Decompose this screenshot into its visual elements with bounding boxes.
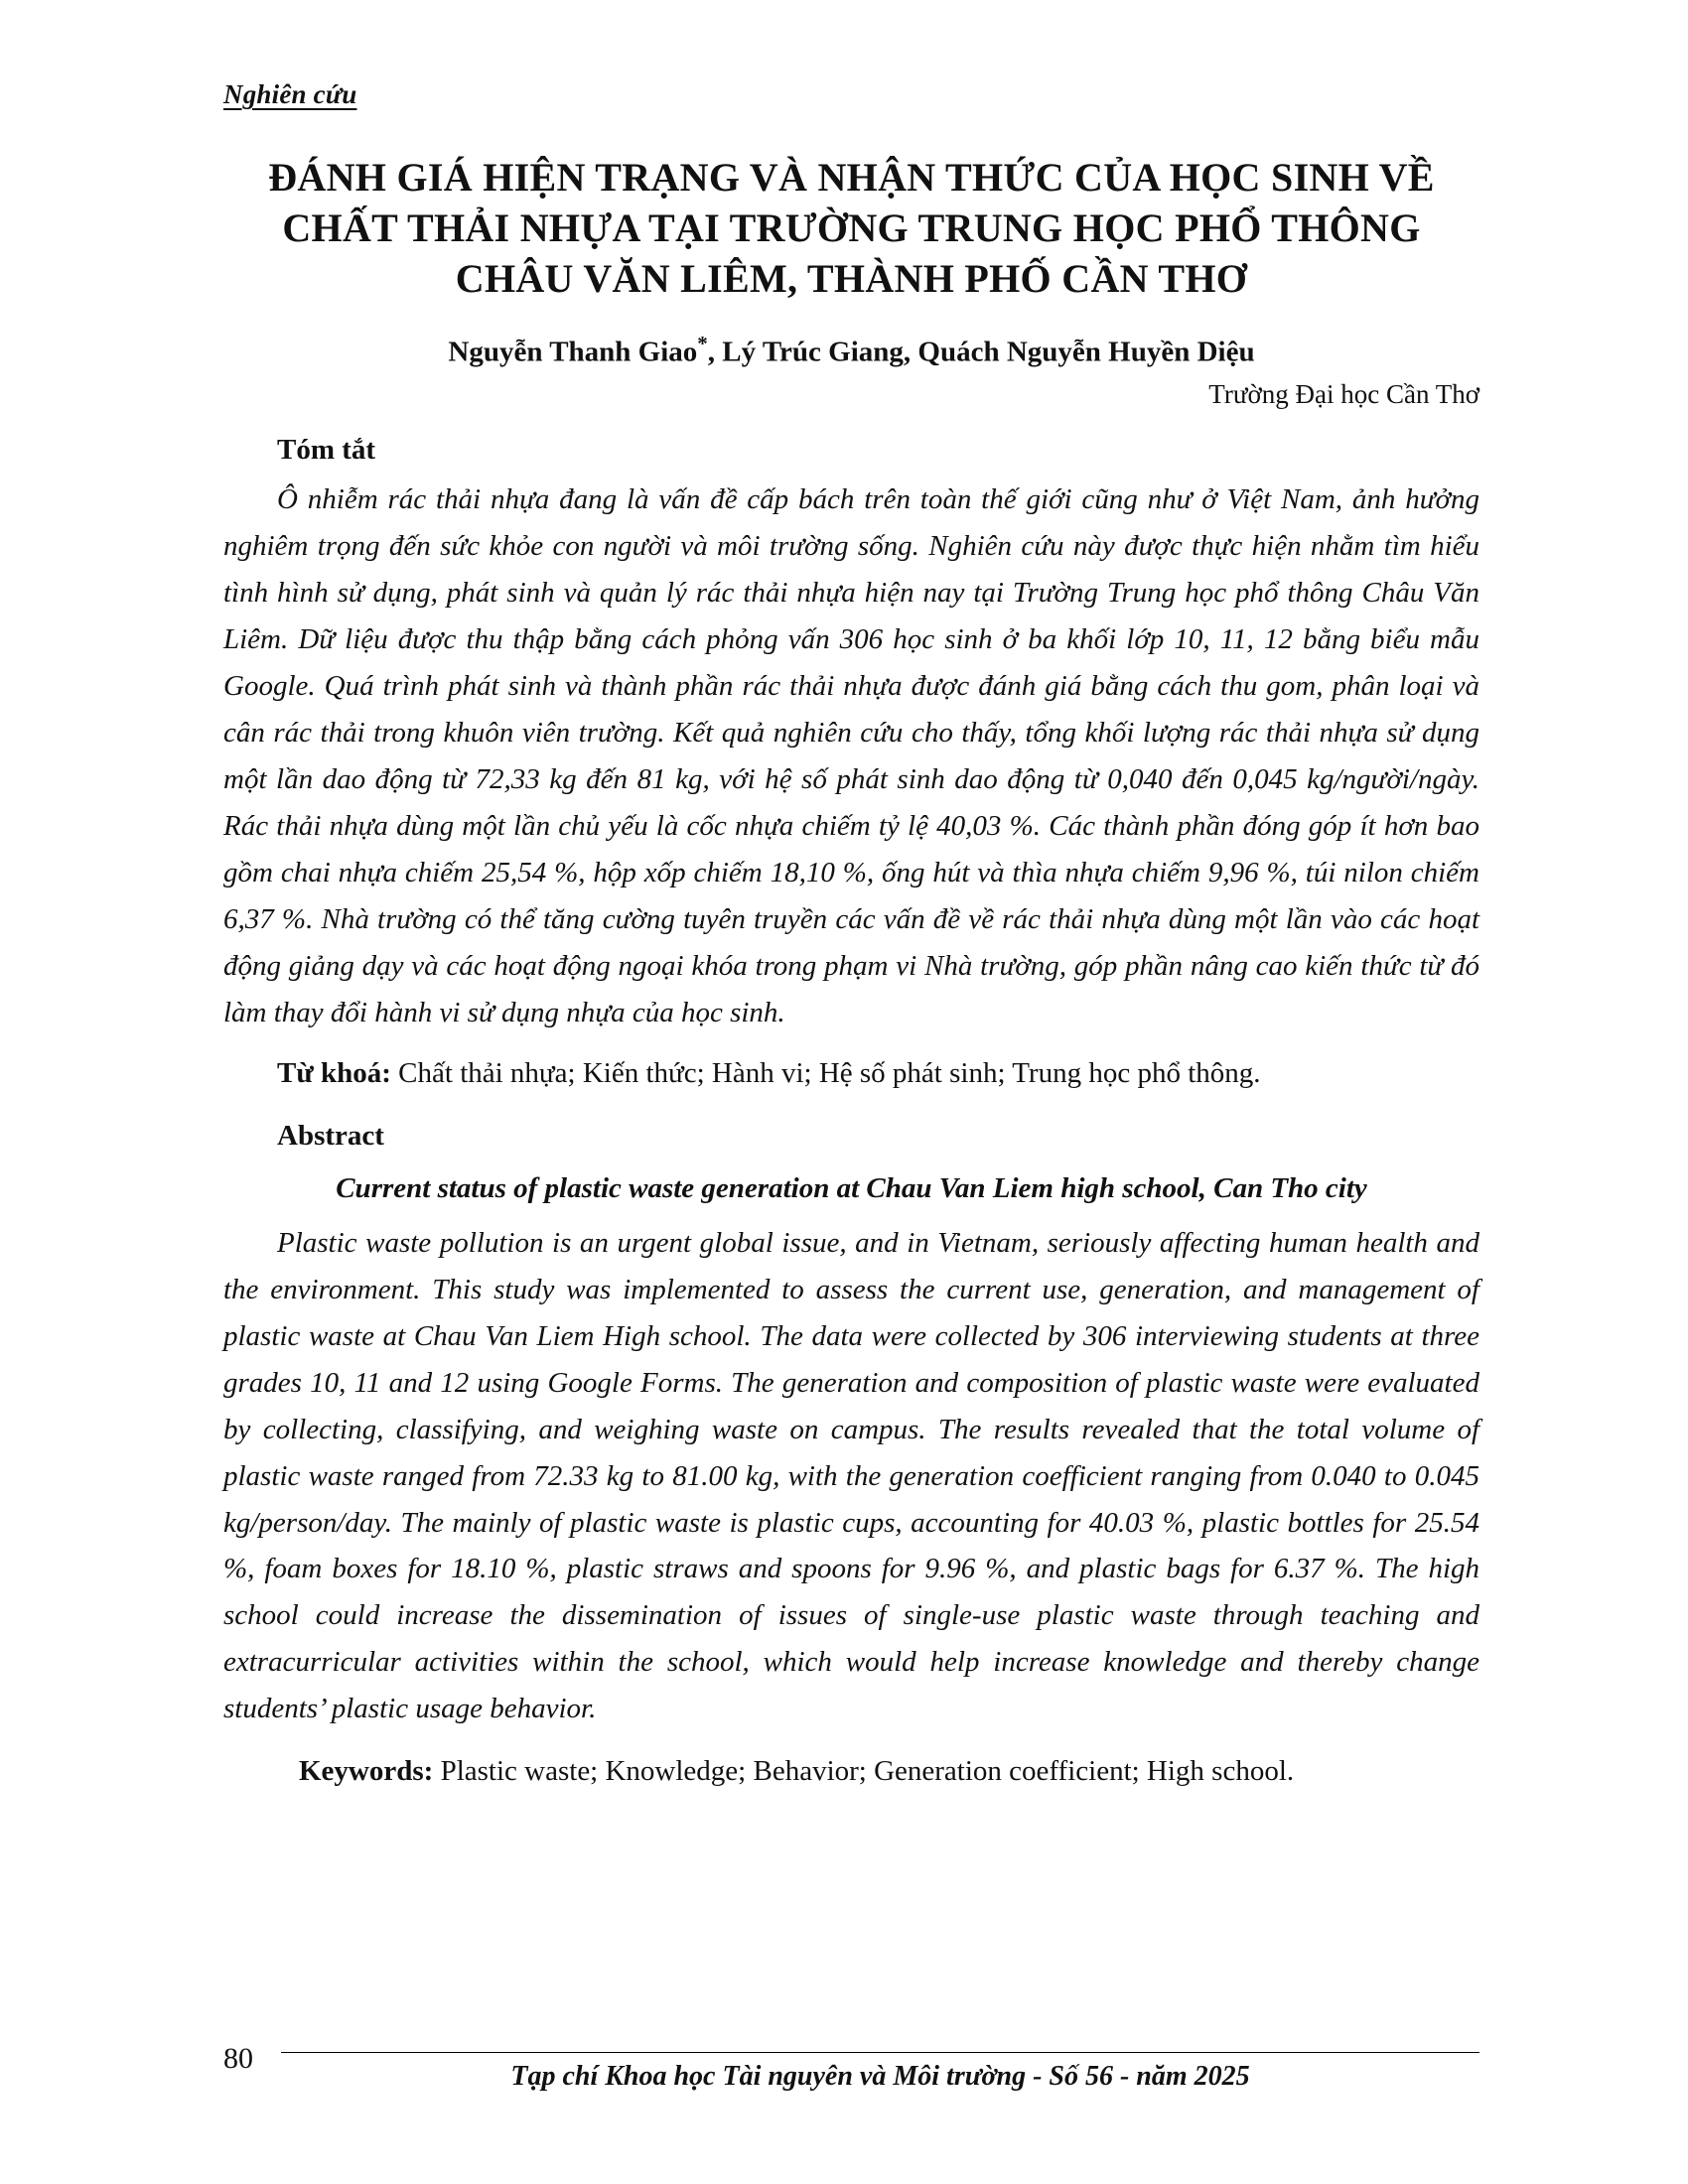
page-title [223,152,1479,305]
author-list [223,331,1479,371]
keywords-english [223,1748,1479,1794]
author-others: , Lý Trúc Giang, Quách Nguyễn Huyền Diệu [707,336,1255,368]
section-heading-abstract: Abstract [277,1120,384,1153]
abstract-english: Plastic waste pollution is an urgent global issue, and in Vietnam, seriously affecting human health and the environment. This study was implemented to assess the current use, generation, and management of plastic waste at Chau Van Liem High school. The data were collected by 306 interviewing students at three grades 10, 11 and 12 using Google Forms. The generation and composition of plastic waste were evaluated by collecting, classifying, and weighing waste on campus. The results revealed that the total volume of plastic waste ranged from 72.33 kg to 81.00 kg, with the generation coefficient ranging from 0.040 to 0.045 kg/person/day. The mainly of plastic waste is plastic cups, accounting for 40.03 %, plastic bottles for 25.54 %, foam boxes for 18.10 %, plastic straws and spoons for 9.96 %, and plastic bags for 6.37 %. The high school could increase the dissemination of issues of single-use plastic waste through teaching and extracurricular activities within the school, which would help increase knowledge and thereby change students’ plastic usage behavior. [223,1226,1479,1725]
footer-divider [281,2052,1479,2053]
corresponding-author-marker: * [697,331,708,355]
english-article-title: Current status of plastic waste generation at Chau Van Liem high school, Can Tho city [336,1172,1367,1205]
running-head: Nghiên cứu [223,79,357,109]
page-footer [223,2038,1479,2093]
title-line-2: CHẤT THẢI NHỰA TẠI TRƯỜNG TRUNG HỌC PHỔ THÔNG [282,205,1421,251]
keywords-english-value: Plastic waste; Knowledge; Behavior; Generation coefficient; High school. [440,1755,1295,1788]
keywords-vietnamese-label: Từ khoá: [277,1056,391,1089]
keywords-english-label: Keywords: [299,1755,434,1788]
footer-rule-container [281,2038,1479,2093]
abstract-vietnamese: Ô nhiễm rác thải nhựa đang là vấn đề cấp bách trên toàn thế giới cũng như ở Việt Nam, ảnh hưởng nghiêm trọng đến sức khỏe con người và môi trường sống. Nghiên cứu này được thực hiện nhằm tìm hiểu tình hình sử dụng, phát sinh và quản lý rác thải nhựa hiện nay tại Trường Trung học phổ thông Châu Văn Liêm. Dữ liệu được thu thập bằng cách phỏng vấn 306 học sinh ở ba khối lớp 10, 11, 12 bằng biểu mẫu Google. Quá trình phát sinh và thành phần rác thải nhựa được đánh giá bằng cách thu gom, phân loại và cân rác thải trong khuôn viên trường. Kết quả nghiên cứu cho thấy, tổng khối lượng rác thải nhựa sử dụng một lần dao động từ 72,33 kg đến 81 kg, với hệ số phát sinh dao động từ 0,040 đến 0,045 kg/người/ngày. Rác thải nhựa dùng một lần chủ yếu là cốc nhựa chiếm tỷ lệ 40,03 %. Các thành phần đóng góp ít hơn bao gồm chai nhựa chiếm 25,54 %, hộp xốp chiếm 18,10 %, ống hút và thìa nhựa chiếm 9,96 %, túi nilon chiếm 6,37 %. Nhà trường có thể tăng cường tuyên truyền các vấn đề về rác thải nhựa dùng một lần vào các hoạt động giảng dạy và các hoạt động ngoại khóa trong phạm vi Nhà trường, góp phần nâng cao kiến thức từ đó làm thay đổi hành vi sử dụng nhựa của học sinh. [223,483,1479,1028]
title-line-3: CHÂU VĂN LIÊM, THÀNH PHỐ CẦN THƠ [455,256,1248,302]
keywords-vietnamese-value: Chất thải nhựa; Kiến thức; Hành vi; Hệ số phát sinh; Trung học phổ thông. [398,1056,1261,1089]
title-line-1: ĐÁNH GIÁ HIỆN TRẠNG VÀ NHẬN THỨC CỦA HỌC SINH VỀ [268,155,1435,200]
section-heading-tom-tat: Tóm tắt [277,434,376,466]
keywords-vietnamese [223,1050,1479,1096]
author-affiliation: Trường Đại học Cần Thơ [1208,378,1479,409]
page-number: 80 [223,2042,253,2075]
journal-citation: Tạp chí Khoa học Tài nguyên và Môi trường - Số 56 - năm 2025 [510,2061,1250,2092]
author-primary: Nguyễn Thanh Giao [448,336,698,368]
